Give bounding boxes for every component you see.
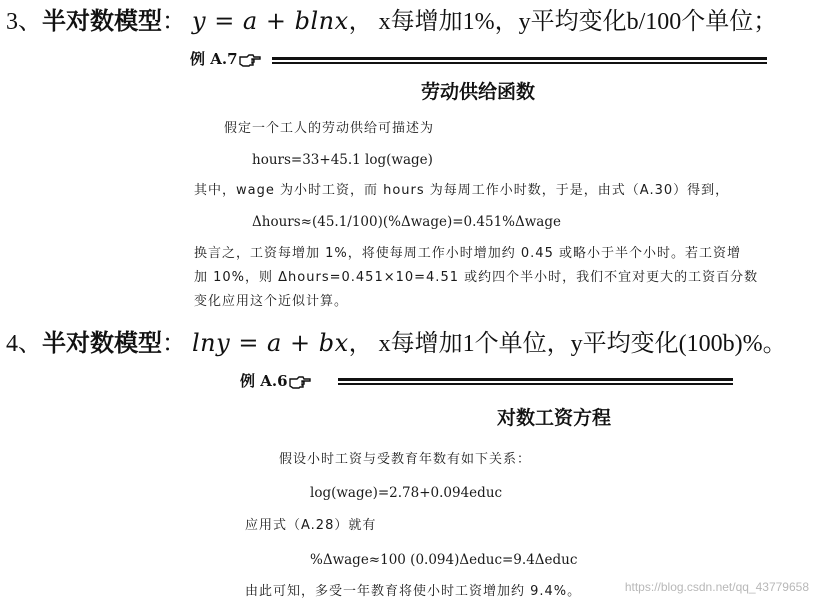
example-a7-rule — [272, 57, 767, 64]
section-4-heading — [6, 328, 787, 359]
example-a7-formula2: Δhours≈(45.1/100)(%Δwage)=0.451%Δwage — [252, 214, 561, 230]
example-a7-line2: 其中，wage 为小时工资，而 hours 为每周工作小时数，于是，由式（A.30）得到， — [194, 183, 730, 198]
example-a7-line3: 换言之，工资每增加 1%，将使每周工作小时增加约 0.45 或略小于半个小时。若工资增 — [194, 246, 741, 261]
example-label: 例 A.6 — [240, 372, 288, 390]
comma: ， — [348, 9, 373, 35]
example-a6-title: 对数工资方程 — [497, 407, 612, 429]
example-label: 例 A.7 — [190, 50, 238, 68]
example-a6-formula1: log(wage)=2.78+0.094educ — [310, 485, 503, 501]
example-a7-line4: 加 10%，则 Δhours=0.451×10=4.51 或约四个半小时，我们不宜对更大的工资百分数 — [194, 270, 759, 285]
example-a7-label-row — [190, 50, 261, 68]
example-a7-formula1: hours=33+45.1 log(wage) — [252, 152, 433, 168]
section-title: 半对数模型 — [42, 329, 162, 357]
colon: ： — [162, 9, 186, 35]
equation: lny = a + bx — [192, 329, 349, 357]
section-title: 半对数模型 — [42, 7, 162, 35]
example-a7-title: 劳动供给函数 — [421, 81, 536, 103]
colon: ： — [162, 331, 186, 357]
example-a6-label-row — [240, 372, 311, 390]
section-number: 3、 — [6, 9, 42, 35]
equation: y = a + blnx — [192, 7, 349, 35]
section-description: x每增加1%，y平均变化b/100个单位； — [378, 9, 778, 35]
section-description: x每增加1个单位，y平均变化(100b)%。 — [378, 331, 787, 357]
section-number: 4、 — [6, 331, 42, 357]
watermark: https://blog.csdn.net/qq_43779658 — [624, 580, 809, 594]
example-a6-line1: 假设小时工资与受教育年数有如下关系： — [279, 452, 532, 467]
example-a7-line1: 假定一个工人的劳动供给可描述为 — [224, 121, 435, 136]
example-a6-line2: 应用式（A.28）就有 — [245, 518, 377, 533]
pointing-hand-icon — [289, 375, 311, 389]
section-3-heading — [6, 6, 777, 37]
example-a7-line5: 变化应用这个近似计算。 — [194, 294, 349, 309]
pointing-hand-icon — [239, 53, 261, 67]
comma: ， — [348, 331, 373, 357]
example-a6-rule — [338, 378, 733, 385]
example-a6-line3: 由此可知，多受一年教育将使小时工资增加约 9.4%。 — [245, 584, 582, 599]
example-a6-formula2: %Δwage≈100 (0.094)Δeduc=9.4Δeduc — [310, 552, 578, 568]
